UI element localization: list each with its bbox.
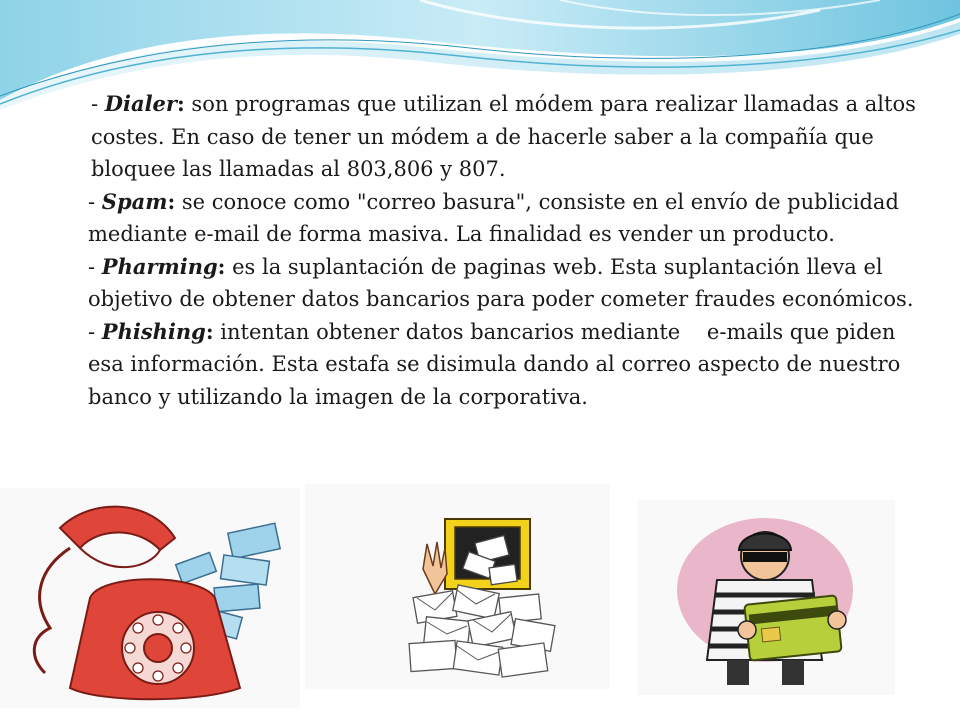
item-colon: : xyxy=(205,318,214,344)
item-text: son programas que utilizan el módem para realizar llamadas a altos costes. En caso de tener un módem a de hacerle saber a la compañía que bloquee las llamadas al 803,806 y 807. xyxy=(91,92,916,181)
item-prefix: - xyxy=(88,319,102,344)
item-pharming xyxy=(88,251,918,316)
item-text: intentan obtener datos bancarios mediante e-mails que piden esa información. Esta estafa se disimula dando al correo aspecto de nuestro banco y utilizando la imagen de la corporativa. xyxy=(88,319,907,409)
item-colon: : xyxy=(217,253,226,279)
item-prefix: - xyxy=(88,254,102,279)
item-term: Spam xyxy=(101,188,168,214)
telephone-money-icon xyxy=(0,488,300,708)
item-prefix: - xyxy=(91,92,105,116)
item-text: se conoce como "correo basura", consiste en el envío de publicidad mediante e-mail de forma masiva. La finalidad es vender un producto. xyxy=(88,189,899,246)
item-dialer xyxy=(88,88,918,186)
item-phishing xyxy=(88,316,918,414)
item-colon: : xyxy=(167,188,176,214)
slide-text xyxy=(88,88,918,413)
item-colon: : xyxy=(176,91,185,116)
spam-mail-pile-icon xyxy=(305,484,610,689)
item-spam xyxy=(88,186,918,251)
thief-credit-card-icon xyxy=(637,500,895,695)
item-text: es la suplantación de paginas web. Esta suplantación lleva el objetivo de obtener datos bancarios para poder cometer fraudes económicos. xyxy=(88,254,914,311)
item-term: Dialer xyxy=(104,91,177,116)
item-term: Phishing xyxy=(101,318,206,344)
item-prefix: - xyxy=(88,189,102,214)
item-term: Pharming xyxy=(101,253,218,279)
